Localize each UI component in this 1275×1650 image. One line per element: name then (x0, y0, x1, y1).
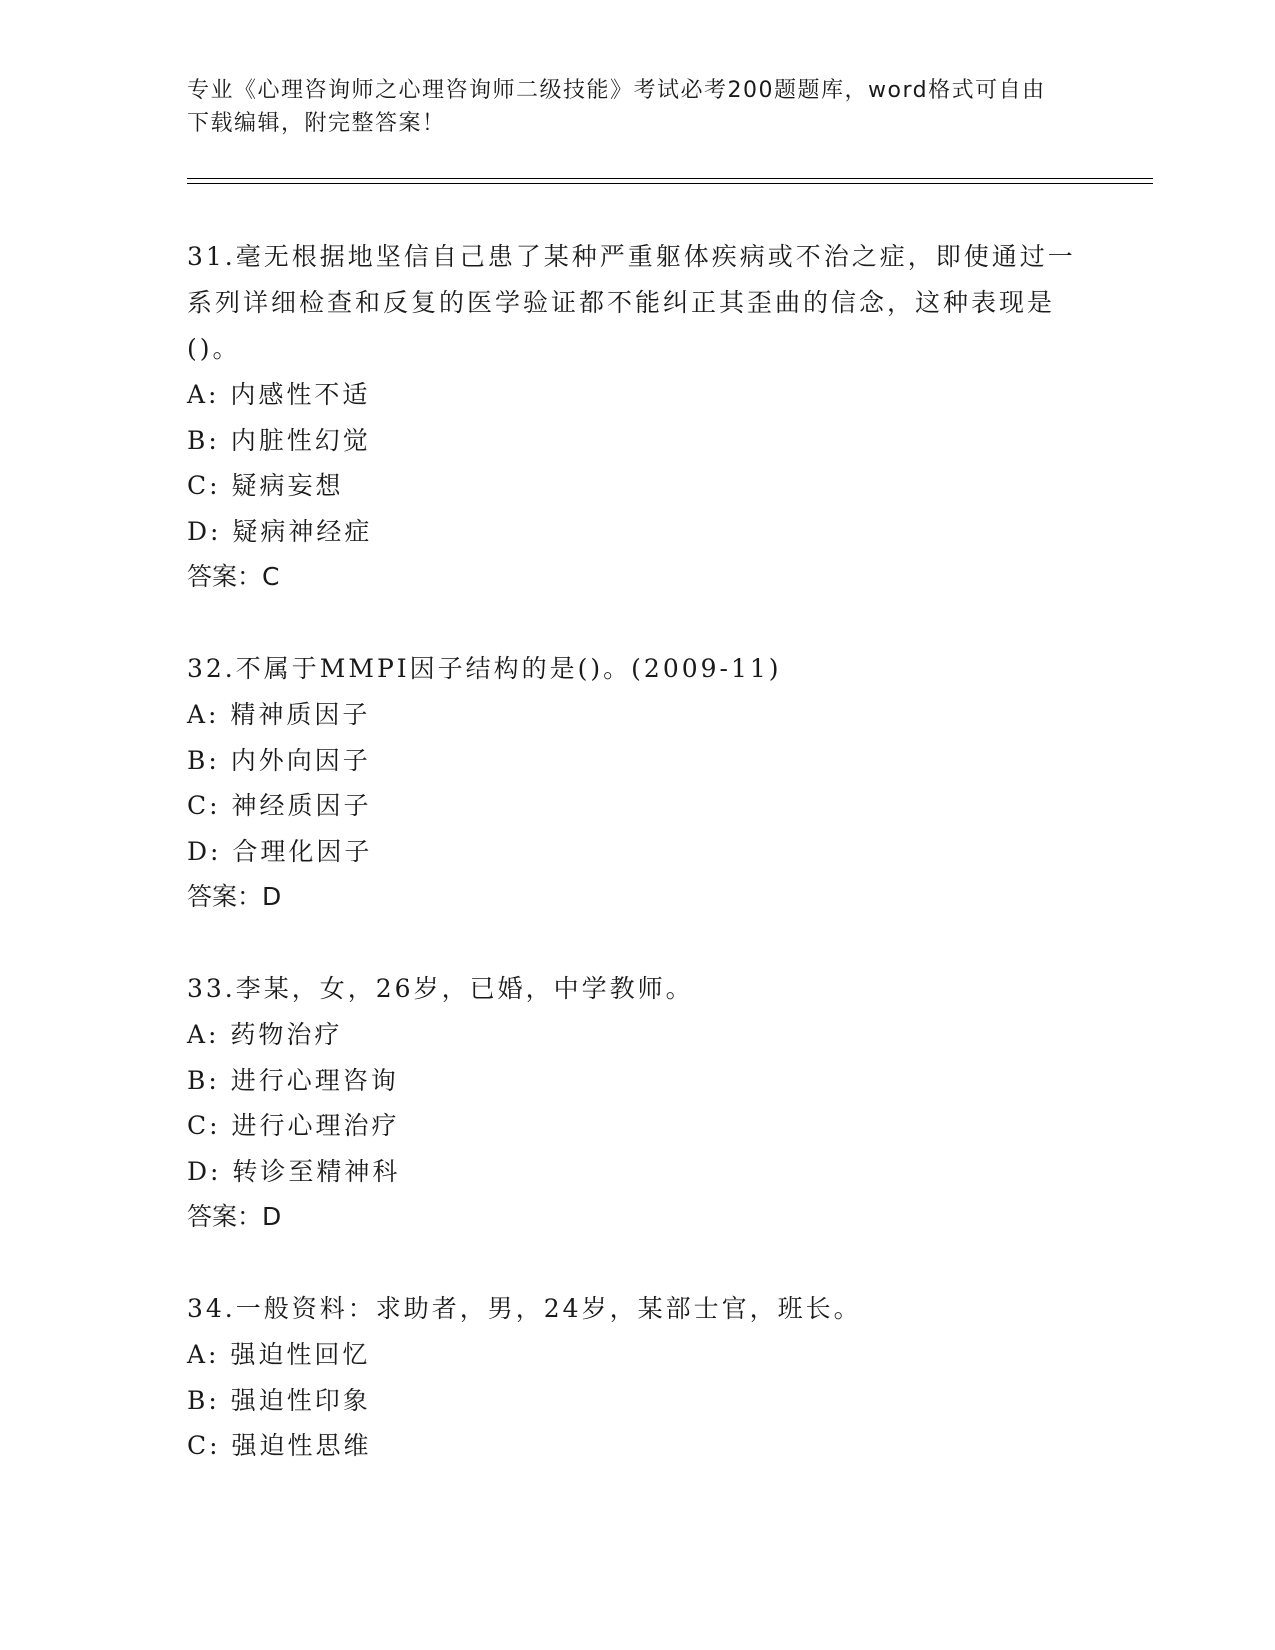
answer-label: 答案：D (187, 882, 282, 911)
option-a: A: 药物治疗 (187, 1020, 343, 1049)
option-d: D: 转诊至精神科 (187, 1156, 401, 1186)
header-intro-text: 专业《心理咨询师之心理咨询师二级技能》考试必考200题题库，word格式可自由下载编辑，附完整答案！ (187, 78, 1046, 136)
header-divider-bottom (187, 183, 1153, 184)
option-a: A: 强迫性回忆 (187, 1340, 371, 1369)
answer-label: 答案：C (187, 562, 280, 591)
option-b: B: 内外向因子 (187, 745, 371, 775)
option-b: B: 进行心理咨询 (187, 1065, 399, 1095)
option-c: C: 进行心理治疗 (187, 1111, 400, 1140)
option-a: A: 内感性不适 (187, 380, 371, 409)
option-a: A: 精神质因子 (187, 700, 371, 729)
option-d: D: 合理化因子 (187, 836, 373, 866)
option-b: B: 强迫性印象 (187, 1385, 371, 1415)
question-stem: 32.不属于MMPI因子结构的是()。(2009-11) (187, 654, 782, 683)
document-header (187, 74, 1067, 140)
header-divider-top (187, 178, 1153, 179)
question-stem: 34.一般资料：求助者，男，24岁，某部士官，班长。 (187, 1294, 862, 1323)
option-b: B: 内脏性幻觉 (187, 425, 371, 455)
question-34 (187, 1286, 1077, 1469)
question-stem: 31.毫无根据地坚信自己患了某种严重躯体疾病或不治之症，即使通过一系列详细检查和反复的医学验证都不能纠正其歪曲的信念，这种表现是()。 (187, 242, 1076, 363)
option-c: C: 疑病妄想 (187, 471, 344, 500)
question-list (187, 234, 1077, 1515)
answer-label: 答案：D (187, 1202, 282, 1231)
option-c: C: 强迫性思维 (187, 1431, 372, 1460)
option-c: C: 神经质因子 (187, 791, 372, 820)
question-stem: 33.李某，女，26岁，已婚，中学教师。 (187, 974, 694, 1003)
question-31 (187, 234, 1077, 600)
question-33 (187, 966, 1077, 1240)
option-d: D: 疑病神经症 (187, 516, 373, 546)
question-32 (187, 646, 1077, 920)
